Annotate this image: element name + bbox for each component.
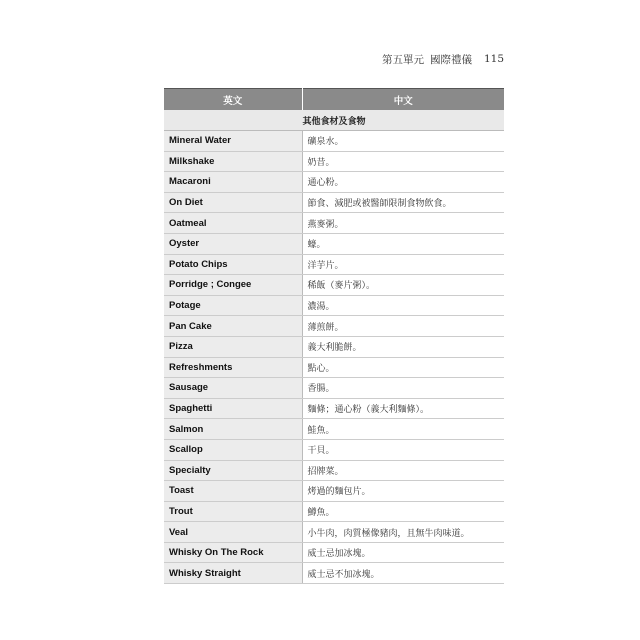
chinese-definition: 義大利脆餅。 xyxy=(302,336,504,357)
chinese-definition: 節食、減肥或被醫師限制食物飲食。 xyxy=(302,192,504,213)
chinese-definition: 洋芋片。 xyxy=(302,254,504,275)
chinese-definition: 鱒魚。 xyxy=(302,501,504,522)
english-term: On Diet xyxy=(164,192,302,213)
table-row xyxy=(164,481,504,502)
glossary-table xyxy=(164,88,504,584)
english-term: Salmon xyxy=(164,419,302,440)
english-term: Refreshments xyxy=(164,357,302,378)
table-row xyxy=(164,398,504,419)
english-term: Whisky On The Rock xyxy=(164,542,302,563)
chinese-definition: 稀飯（麥片粥）。 xyxy=(302,275,504,296)
category-label: 其他食材及食物 xyxy=(164,110,504,131)
table-row xyxy=(164,233,504,254)
english-term: Veal xyxy=(164,522,302,543)
table-row xyxy=(164,563,504,584)
chinese-definition: 燕麥粥。 xyxy=(302,213,504,234)
chinese-definition: 點心。 xyxy=(302,357,504,378)
english-term: Scallop xyxy=(164,439,302,460)
table-row xyxy=(164,419,504,440)
table-row xyxy=(164,213,504,234)
english-term: Sausage xyxy=(164,378,302,399)
english-term: Pizza xyxy=(164,336,302,357)
chinese-definition: 招牌菜。 xyxy=(302,460,504,481)
english-term: Oatmeal xyxy=(164,213,302,234)
chinese-definition: 小牛肉，肉質極像豬肉，且無牛肉味道。 xyxy=(302,522,504,543)
english-term: Milkshake xyxy=(164,151,302,172)
english-term: Mineral Water xyxy=(164,131,302,152)
chinese-definition: 香腸。 xyxy=(302,378,504,399)
column-header-chinese: 中文 xyxy=(302,89,504,111)
chinese-definition: 薄煎餅。 xyxy=(302,316,504,337)
table-row xyxy=(164,501,504,522)
chinese-definition: 通心粉。 xyxy=(302,172,504,193)
running-header xyxy=(382,52,504,66)
table-header-row xyxy=(164,89,504,111)
english-term: Specialty xyxy=(164,460,302,481)
table-row xyxy=(164,336,504,357)
english-term: Macaroni xyxy=(164,172,302,193)
english-term: Potato Chips xyxy=(164,254,302,275)
chinese-definition: 奶昔。 xyxy=(302,151,504,172)
table-row xyxy=(164,542,504,563)
chinese-definition: 威士忌不加冰塊。 xyxy=(302,563,504,584)
table-row xyxy=(164,439,504,460)
table-row xyxy=(164,295,504,316)
chinese-definition: 蠔。 xyxy=(302,233,504,254)
table-row xyxy=(164,460,504,481)
english-term: Spaghetti xyxy=(164,398,302,419)
unit-label: 第五單元 xyxy=(381,53,424,66)
chapter-title: 國際禮儀 xyxy=(429,53,472,66)
english-term: Trout xyxy=(164,501,302,522)
table-row xyxy=(164,192,504,213)
table-row xyxy=(164,378,504,399)
table-row xyxy=(164,151,504,172)
english-term: Oyster xyxy=(164,233,302,254)
table-row xyxy=(164,275,504,296)
english-term: Porridge ; Congee xyxy=(164,275,302,296)
chinese-definition: 鮭魚。 xyxy=(302,419,504,440)
chinese-definition: 烤過的麵包片。 xyxy=(302,481,504,502)
english-term: Toast xyxy=(164,481,302,502)
table-row xyxy=(164,172,504,193)
chinese-definition: 麵條；通心粉（義大利麵條）。 xyxy=(302,398,504,419)
table-row xyxy=(164,522,504,543)
english-term: Pan Cake xyxy=(164,316,302,337)
table-row xyxy=(164,357,504,378)
table-row xyxy=(164,131,504,152)
chinese-definition: 濃湯。 xyxy=(302,295,504,316)
table-row xyxy=(164,254,504,275)
english-term: Whisky Straight xyxy=(164,563,302,584)
chinese-definition: 干貝。 xyxy=(302,439,504,460)
english-term: Potage xyxy=(164,295,302,316)
table-row xyxy=(164,316,504,337)
chinese-definition: 威士忌加冰塊。 xyxy=(302,542,504,563)
column-header-english: 英文 xyxy=(164,89,302,111)
page-number: 115 xyxy=(483,53,504,65)
category-row xyxy=(164,110,504,131)
chinese-definition: 礦泉水。 xyxy=(302,131,504,152)
